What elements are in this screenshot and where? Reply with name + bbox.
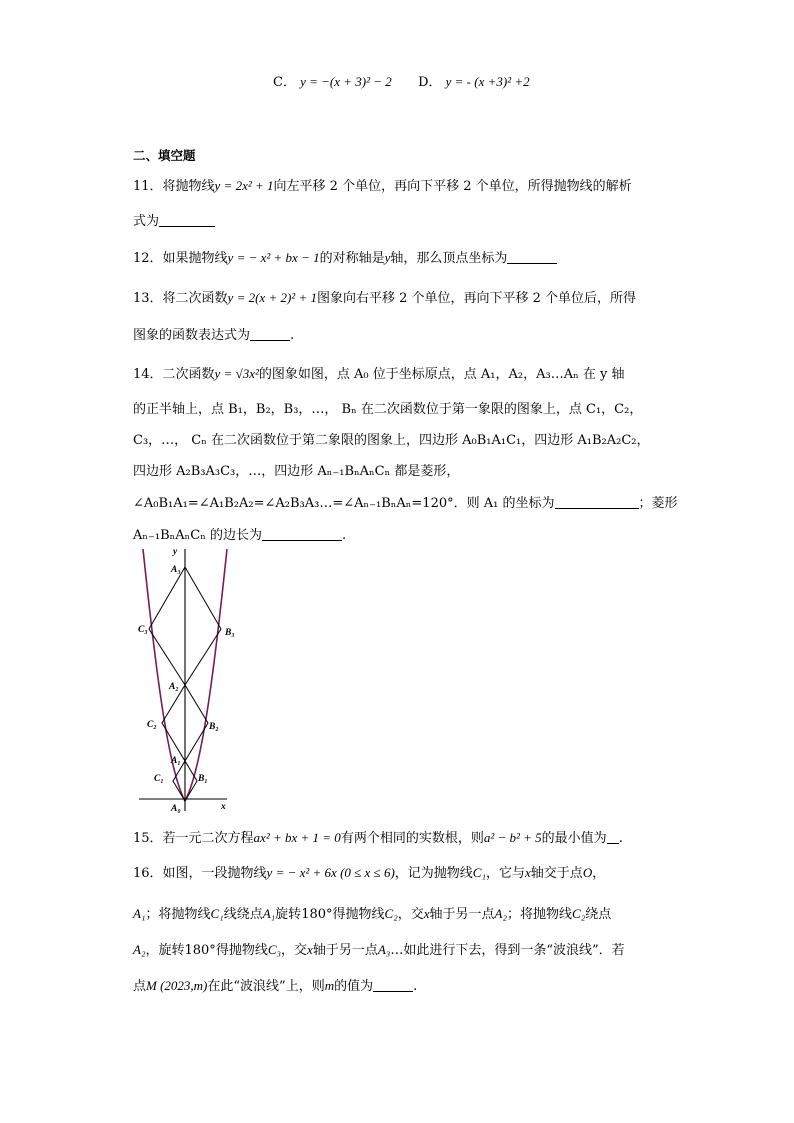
- q14-answer-blank-2[interactable]: [262, 526, 342, 541]
- q16-c1b: C₁: [210, 906, 224, 921]
- q16-a2b: A₂: [133, 942, 146, 957]
- q16-c1: C₁: [472, 865, 486, 880]
- q16-text-m: 绕点: [585, 907, 612, 922]
- q16-c2b: C₂: [572, 906, 586, 921]
- label-b2: B₂: [209, 722, 219, 732]
- q16-text-k: 轴于另一点: [429, 907, 495, 922]
- option-d-expr: y = - (x +3)² +2: [445, 74, 530, 89]
- q16-text-q: 轴于另一点: [312, 943, 378, 958]
- label-x: x: [221, 802, 226, 812]
- q16-text-o: 得抛物线: [215, 943, 268, 958]
- q16-x3: x: [307, 942, 313, 957]
- q14-text-d: C₃，…， Cₙ 在二次函数位于第二象限的图象上，四边形 A₀B₁A₁C₁，四边形 A₁B₂A₂C₂，: [133, 433, 650, 448]
- q13-line2: [133, 326, 294, 346]
- q16-text-d: 轴交于点: [530, 866, 583, 881]
- q16-text-b: ，记为抛物线: [394, 866, 473, 881]
- q12-expr: y = − x² + bx − 1: [227, 250, 320, 265]
- q16-text-p: ，交: [281, 943, 308, 958]
- q16-text-a: 16．如图，一段抛物线: [133, 866, 267, 881]
- label-c3: C₃: [138, 625, 148, 635]
- q16-deg2: 180°: [184, 943, 216, 958]
- q12-text-b: 的对称轴是: [319, 251, 385, 266]
- q14-text-g: ；菱形: [638, 496, 678, 511]
- label-b3: B₃: [225, 628, 235, 638]
- option-c-label: C．: [273, 75, 296, 90]
- q15-answer-blank[interactable]: [607, 829, 619, 844]
- q16-line4: [133, 976, 417, 997]
- q16-o: O: [582, 865, 593, 880]
- option-d-label: D．: [418, 75, 442, 90]
- q16-c2: C₂: [384, 906, 398, 921]
- q16-text-h: 旋转: [275, 907, 302, 922]
- q15-text-b: 有两个相同的实数根，则: [340, 831, 484, 846]
- q13-line1: [133, 288, 636, 309]
- q13-expr: y = 2(x + 2)² + 1: [227, 290, 317, 305]
- q14-line2: [133, 400, 642, 420]
- q16-period: .: [413, 979, 418, 994]
- q16-a1b: A₁: [262, 906, 276, 921]
- q14-text-e: 四边形 A₂B₃A₃C₃，…，四边形 Aₙ₋₁BₙAₙCₙ 都是菱形，: [133, 464, 460, 479]
- q16-x2: x: [423, 906, 430, 921]
- q16-c3: C₃: [267, 942, 282, 957]
- q16-line1: [133, 863, 605, 884]
- q15-expr: ax² + bx + 1 = 0: [253, 830, 341, 845]
- q16-line2: [133, 904, 611, 925]
- q16-text-f: ；将抛物线: [145, 907, 211, 922]
- label-c1: C₁: [154, 774, 164, 784]
- label-b1: B₁: [198, 774, 208, 784]
- q16-text-u: 的值为: [334, 979, 374, 994]
- q14-text-f: ∠A₀B₁A₁=∠A₁B₂A₂=∠A₂B₃A₃…=∠Aₙ₋₁BₙAₙ=120°．则 A₁ 的坐标为: [133, 496, 555, 511]
- q11-expr: y = 2x² + 1: [214, 178, 274, 193]
- q16-answer-blank[interactable]: [373, 977, 413, 992]
- rhombus-parabola-figure: [135, 543, 243, 815]
- q14-line3: [133, 431, 650, 451]
- q14-expr: y = √3x²: [214, 366, 259, 381]
- q15-line: 15．若一元二次方程ax² + bx + 1 = 0有两个相同的实数根，则a² − b² + 5的最小值为 .: [133, 830, 623, 846]
- options-line: [273, 72, 530, 93]
- q16-a1: A₁: [133, 906, 146, 921]
- q16-text-i: 得抛物线: [332, 907, 385, 922]
- label-a2: A₂: [169, 682, 179, 692]
- q15-text-c: 的最小值为: [541, 831, 607, 846]
- q16-text-s: 点: [133, 979, 147, 994]
- label-a1: A₁: [171, 756, 181, 766]
- q13-text-a: 13．将二次函数: [133, 291, 228, 306]
- label-a3: A₃: [171, 565, 181, 575]
- q16-expr-m: M (2023,m): [146, 978, 208, 993]
- q16-x: x: [525, 865, 531, 880]
- q16-text-r: …如此进行下去，得到一条“波浪线”．若: [390, 943, 625, 958]
- q15-expr2: a² − b² + 5: [483, 830, 542, 845]
- label-c2: C₂: [147, 720, 157, 730]
- q16-a2: A₂: [494, 906, 508, 921]
- q13-period: .: [290, 328, 295, 343]
- q13-answer-blank[interactable]: [250, 326, 290, 341]
- q14-period: .: [341, 528, 347, 543]
- q11-line2: [133, 212, 215, 232]
- q14-text-b: 的图象如图，点 A₀ 位于坐标原点，点 A₁，A₂，A₃…Aₙ 在 y 轴: [258, 367, 625, 382]
- q14-text-h: Aₙ₋₁BₙAₙCₙ 的边长为: [133, 528, 262, 543]
- q16-text-g: 线绕点: [223, 907, 263, 922]
- q14-line5: [133, 494, 678, 514]
- q12-line: [133, 248, 557, 269]
- option-c-expr: y = −(x + 3)² − 2: [300, 74, 392, 89]
- q12-var: y: [384, 250, 391, 265]
- q14-line1: [133, 364, 624, 385]
- q12-answer-blank[interactable]: [507, 249, 557, 264]
- q11-text-b: 向左平移 2 个单位，再向下平移 2 个单位，所得抛物线的解析: [273, 179, 632, 194]
- q16-expr: y = − x² + 6x (0 ≤ x ≤ 6): [266, 865, 395, 880]
- q16-text-e: ，: [592, 866, 606, 881]
- label-y: y: [173, 547, 178, 557]
- q14-text-a: 14．二次函数: [133, 367, 215, 382]
- q15-text-a: 15．若一元二次方程: [133, 831, 254, 846]
- q16-text-t: 在此“波浪线”上，则: [207, 979, 325, 994]
- q16-a3: A₃: [377, 942, 391, 957]
- q12-text-c: 轴，那么顶点坐标为: [390, 251, 508, 266]
- q16-text-c: ，它与: [486, 866, 526, 881]
- q11-text-a: 11．将抛物线: [133, 179, 215, 194]
- q14-text-c: 的正半轴上，点 B₁，B₂，B₃，…， Bₙ 在二次函数位于第一象限的图象上，点 C₁，C₂，: [133, 402, 643, 417]
- q14-line4: [133, 462, 459, 482]
- q16-deg: 180°: [301, 907, 333, 922]
- q16-line3: [133, 940, 625, 961]
- q13-text-c: 图象的函数表达式为: [133, 328, 251, 343]
- q16-text-n: ，旋转: [145, 943, 185, 958]
- label-a0: A₀: [171, 804, 181, 814]
- q14-answer-blank-1[interactable]: [555, 494, 639, 509]
- q16-text-j: ，交: [397, 907, 424, 922]
- q16-text-l: ；将抛物线: [507, 907, 573, 922]
- q11-line1: [133, 176, 632, 197]
- q11-answer-blank[interactable]: [159, 212, 215, 227]
- q13-text-b: 图象向右平移 2 个单位，再向下平移 2 个单位后，所得: [316, 291, 637, 306]
- q12-text-a: 12．如果抛物线: [133, 251, 228, 266]
- q16-m: m: [324, 978, 335, 993]
- section-heading: 二、填空题: [133, 148, 196, 163]
- q11-text-c: 式为: [133, 214, 160, 229]
